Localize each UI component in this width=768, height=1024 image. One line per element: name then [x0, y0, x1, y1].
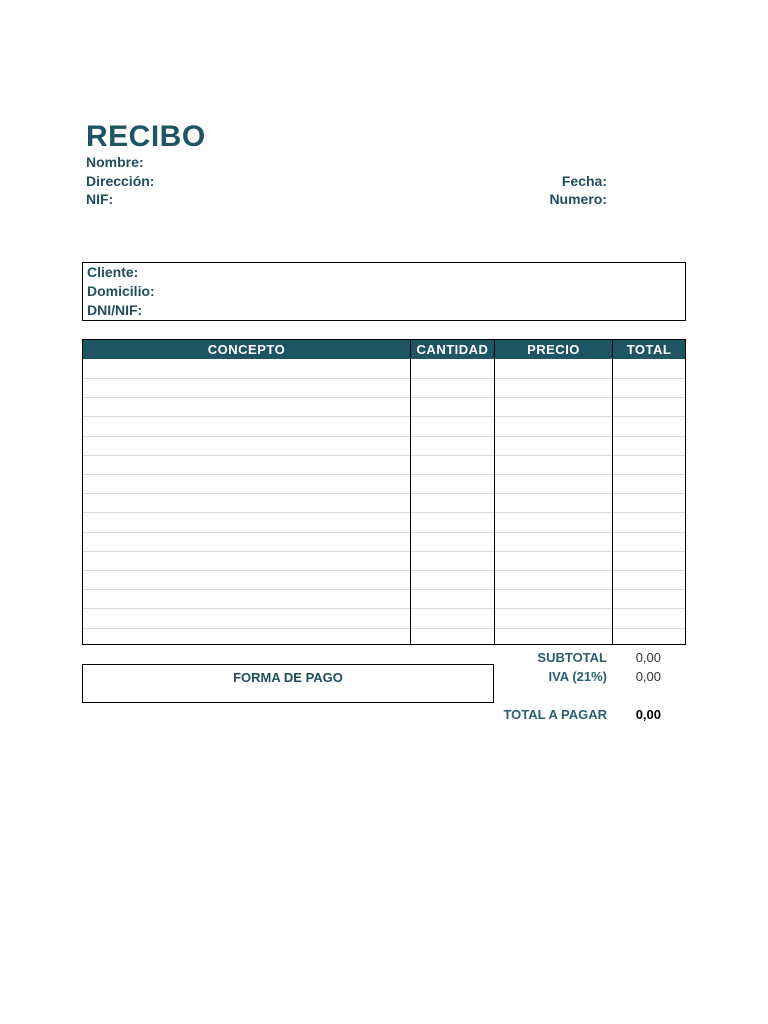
- cliente-label: Cliente:: [87, 264, 139, 280]
- subtotal-label: SUBTOTAL: [537, 650, 607, 665]
- table-row: [83, 455, 685, 456]
- numero-label: Numero:: [549, 191, 607, 207]
- iva-label: IVA (21%): [548, 669, 607, 684]
- table-row: [83, 551, 685, 552]
- domicilio-label: Domicilio:: [87, 283, 155, 299]
- table-row: [83, 378, 685, 379]
- table-row: [83, 416, 685, 417]
- nif-label: NIF:: [86, 191, 114, 207]
- total-value: 0,00: [635, 707, 661, 722]
- table-row: [83, 436, 685, 437]
- items-table: [82, 339, 686, 645]
- table-row: [83, 493, 685, 494]
- fecha-label: Fecha:: [561, 173, 607, 189]
- table-row: [83, 474, 685, 475]
- column-divider: [410, 340, 411, 644]
- iva-value: 0,00: [635, 669, 661, 684]
- subtotal-value: 0,00: [635, 650, 661, 665]
- table-row: [83, 628, 685, 629]
- dni-label: DNI/NIF:: [87, 302, 143, 318]
- column-header-total: TOTAL: [626, 342, 672, 357]
- payment-box: [82, 664, 494, 703]
- table-row: [83, 570, 685, 571]
- table-header: [83, 340, 685, 359]
- column-header-concepto: CONCEPTO: [207, 342, 286, 357]
- column-header-cantidad: CANTIDAD: [416, 342, 489, 357]
- payment-title: FORMA DE PAGO: [233, 670, 343, 685]
- total-label: TOTAL A PAGAR: [503, 707, 607, 722]
- column-divider: [612, 340, 613, 644]
- nombre-label: Nombre:: [86, 154, 144, 170]
- table-row: [83, 589, 685, 590]
- table-row: [83, 532, 685, 533]
- direccion-label: Dirección:: [86, 173, 155, 189]
- column-header-precio: PRECIO: [527, 342, 580, 357]
- table-row: [83, 397, 685, 398]
- receipt-title: RECIBO: [86, 120, 206, 153]
- client-box: [82, 262, 686, 321]
- table-row: [83, 512, 685, 513]
- column-divider: [494, 340, 495, 644]
- table-row: [83, 608, 685, 609]
